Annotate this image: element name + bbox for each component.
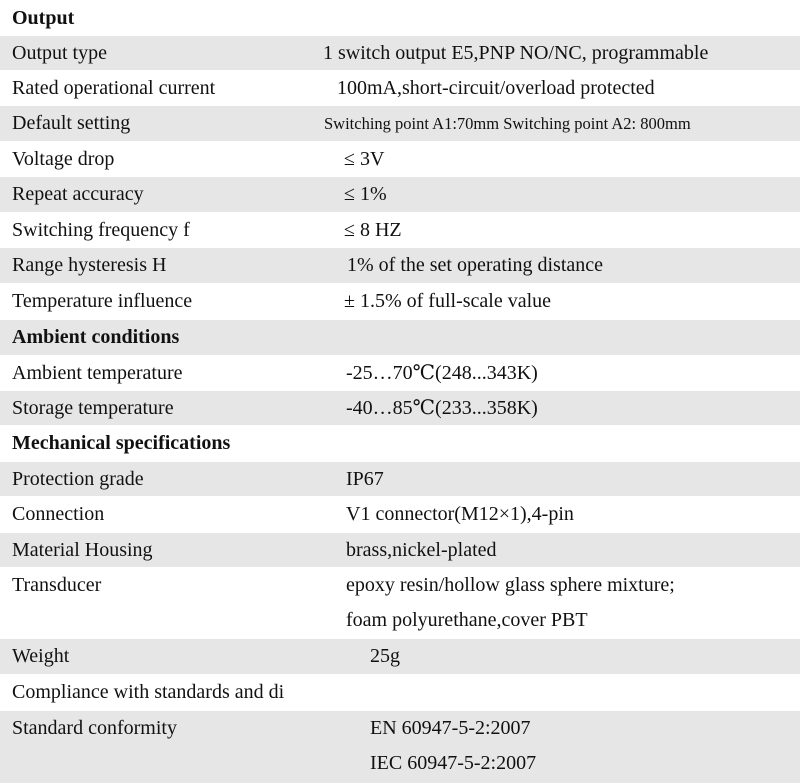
row-value: brass,nickel-plated	[346, 539, 497, 561]
row-value: IP67	[346, 468, 384, 490]
table-row	[0, 247, 800, 283]
row-value: epoxy resin/hollow glass sphere mixture;	[346, 574, 675, 596]
row-label: Output type	[12, 42, 107, 64]
row-label: Switching frequency f	[12, 219, 190, 241]
table-row	[0, 212, 800, 247]
table-row	[0, 105, 800, 141]
section-header-ambient	[0, 319, 800, 355]
row-label: Voltage drop	[12, 148, 115, 170]
section-header-mechanical	[0, 425, 800, 461]
row-label: Transducer	[12, 574, 102, 596]
row-label: Rated operational current	[12, 77, 216, 99]
row-value-continued: IEC 60947-5-2:2007	[370, 752, 537, 774]
row-label: Default setting	[12, 112, 131, 134]
row-label: Connection	[12, 503, 105, 525]
row-label: Temperature influence	[12, 290, 193, 312]
row-label: Storage temperature	[12, 397, 174, 419]
table-row	[0, 461, 800, 496]
table-row	[0, 567, 800, 638]
table-row	[0, 283, 800, 319]
table-row	[0, 70, 800, 105]
section-header-compliance	[0, 674, 800, 710]
row-value: ≤ 1%	[344, 183, 387, 205]
section-header-output	[0, 0, 800, 35]
row-value: 25g	[370, 645, 400, 667]
table-row	[0, 638, 800, 674]
row-value: 100mA,short-circuit/overload protected	[337, 77, 655, 99]
row-value: ≤ 8 HZ	[344, 219, 402, 241]
row-value: ≤ 3V	[344, 148, 385, 170]
row-label: Weight	[12, 645, 70, 667]
table-row	[0, 35, 800, 70]
section-title: Mechanical specifications	[12, 432, 231, 454]
row-value: V1 connector(M12×1),4-pin	[346, 503, 574, 525]
section-title: Output	[12, 7, 75, 29]
row-value: Switching point A1:70mm Switching point A2: 800mm	[324, 114, 691, 133]
row-label: Standard conformity	[12, 717, 177, 739]
row-value: EN 60947-5-2:2007	[370, 717, 531, 739]
table-row	[0, 532, 800, 567]
row-label: Repeat accuracy	[12, 183, 144, 205]
table-row	[0, 390, 800, 425]
row-label: Ambient temperature	[12, 362, 183, 384]
table-row	[0, 496, 800, 532]
row-label: Material Housing	[12, 539, 153, 561]
row-value: ± 1.5% of full-scale value	[344, 290, 552, 312]
section-title: Compliance with standards and di	[12, 681, 285, 703]
table-row	[0, 710, 800, 783]
row-value: -25…70℃(248...343K)	[346, 362, 538, 384]
table-row	[0, 176, 800, 212]
row-value: 1% of the set operating distance	[347, 254, 604, 276]
row-value: 1 switch output E5,PNP NO/NC, programmable	[323, 42, 709, 64]
row-value-continued: foam polyurethane,cover PBT	[346, 609, 588, 631]
table-row	[0, 355, 800, 390]
row-value: -40…85℃(233...358K)	[346, 397, 538, 419]
row-label: Protection grade	[12, 468, 144, 490]
row-label: Range hysteresis H	[12, 254, 167, 276]
section-title: Ambient conditions	[12, 326, 180, 348]
table-row	[0, 141, 800, 176]
